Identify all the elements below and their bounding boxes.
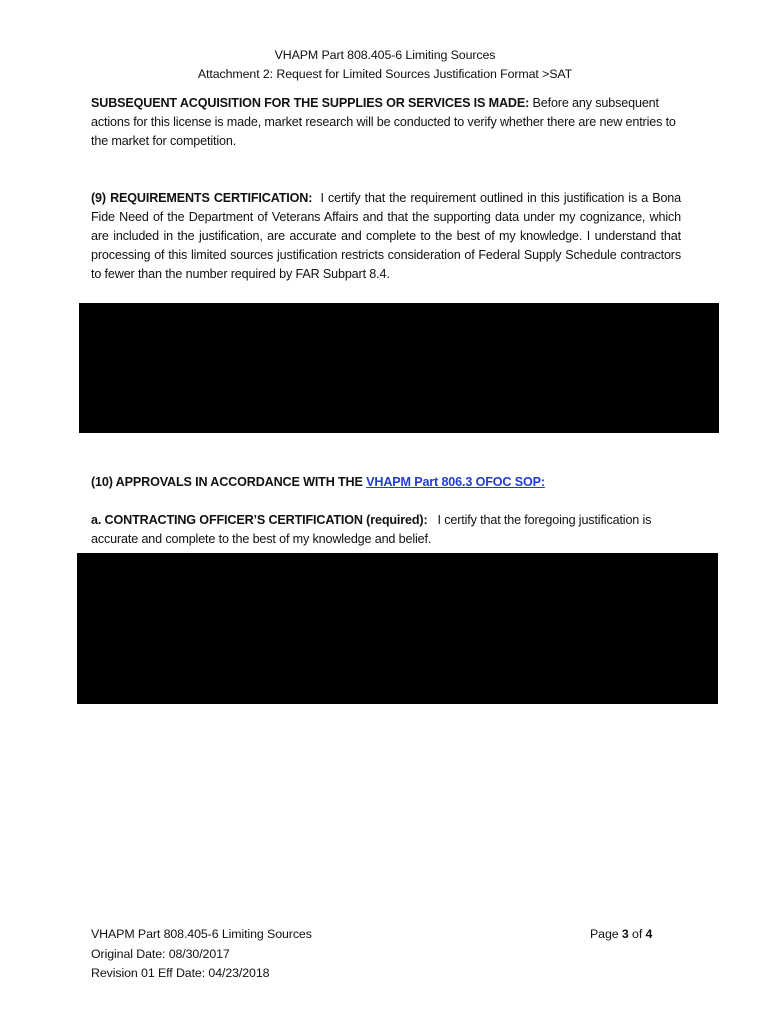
footer-revision-date: Revision 01 Eff Date: 04/23/2018 (91, 966, 270, 980)
page-footer (91, 925, 312, 984)
page-label: Page (590, 927, 619, 941)
redacted-block (77, 553, 718, 704)
page-of-label: of (632, 927, 643, 941)
redacted-block (79, 303, 719, 433)
footer-original-date: Original Date: 08/30/2017 (91, 946, 230, 961)
header-subtitle: Attachment 2: Request for Limited Sources Justification Format >SAT (197, 67, 573, 81)
approvals-paragraph (91, 473, 681, 492)
subsequent-acquisition-text: Before any subsequent actions for this license is made, market research will be conducted to verify whether there are new entries to the market for competition. (91, 96, 676, 148)
subsequent-acquisition-heading: SUBSEQUENT ACQUISITION FOR THE SUPPLIES OR SERVICES IS MADE: (91, 96, 530, 110)
contracting-officer-text: I certify that the foregoing justification is accurate and complete to the best of my knowledge and belief. (91, 513, 652, 546)
ofoc-sop-link[interactable]: VHAPM Part 806.3 OFOC SOP: (366, 475, 545, 489)
header-title: VHAPM Part 808.405-6 Limiting Sources (274, 48, 496, 62)
page-number (590, 925, 652, 945)
subsequent-acquisition-paragraph (91, 94, 681, 151)
requirements-certification-paragraph (91, 189, 681, 284)
footer-title: VHAPM Part 808.405-6 Limiting Sources (91, 927, 312, 941)
requirements-certification-text: I certify that the requirement outlined in this justification is a Bona Fide Need of the Department of Veterans Affairs and that the supporting data under my cognizance, which are included in the justification, are accurate and complete to the best of my knowledge. I understand that processing of this limited sources justification restricts consideration of Federal Supply Schedule contractors to fewer than the number required by FAR Subpart 8.4. (91, 191, 682, 281)
requirements-certification-heading: (9) REQUIREMENTS CERTIFICATION: (91, 191, 313, 205)
page-total: 4 (645, 927, 653, 941)
page-header (0, 46, 770, 84)
contracting-officer-heading: a. CONTRACTING OFFICER’S CERTIFICATION (required): (91, 513, 428, 527)
contracting-officer-paragraph (91, 511, 681, 549)
approvals-heading: (10) APPROVALS IN ACCORDANCE WITH THE (91, 475, 363, 489)
page-current: 3 (621, 927, 629, 941)
